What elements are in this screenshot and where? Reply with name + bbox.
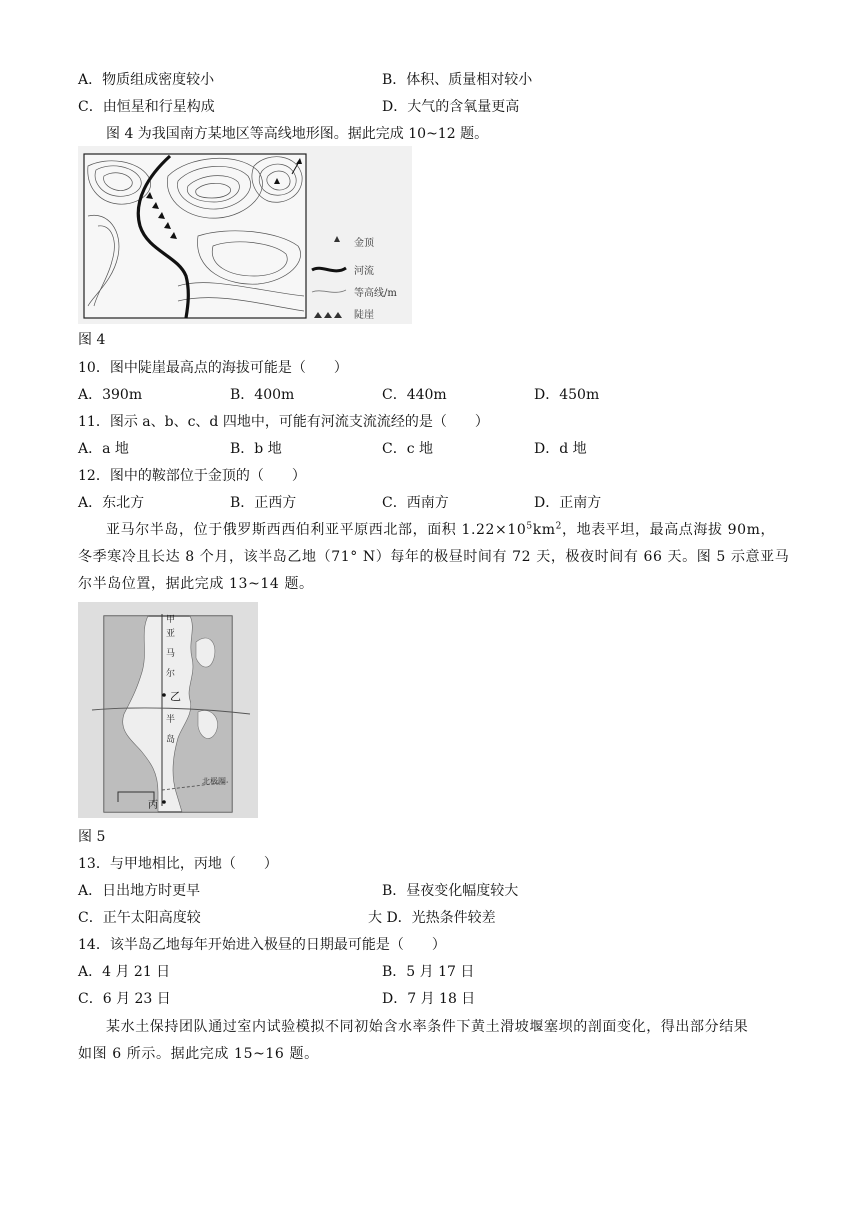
label-yi: 乙	[170, 690, 181, 703]
label-jia: 甲	[166, 615, 176, 625]
q12-stem: 12．图中的鞍部位于金顶的（ ）	[78, 468, 306, 484]
unit: km	[532, 522, 556, 538]
q10-option-d: D．450m	[534, 387, 600, 403]
legend-summit-label: 金顶	[354, 238, 374, 249]
fig5-intro-line1	[78, 517, 784, 544]
fig6-intro-line2: 如图 6 所示。据此完成 15~16 题。	[78, 1046, 319, 1062]
fig6-intro-line1: 某水土保持团队通过室内试验模拟不同初始含水率条件下黄土滑坡堰塞坝的剖面变化，得出部分结果	[106, 1019, 749, 1035]
q10-option-b: B．400m	[230, 387, 295, 403]
label-bing: 丙	[148, 800, 158, 811]
legend-cliff-label: 陡崖	[354, 310, 374, 321]
q13-option-c: C．正午太阳高度较	[78, 910, 201, 926]
q12-option-d: D．正南方	[534, 495, 602, 511]
fig4-caption: 图 4	[78, 332, 106, 348]
q9-option-d: D．大气的含氧量更高	[382, 99, 520, 115]
q13-stem: 13．与甲地相比，丙地（ ）	[78, 856, 278, 872]
fig5-intro-line2: 冬季寒冷且长达 8 个月，该半岛乙地（71° N）每年的极昼时间有 72 天，极夜时间有 66 天。图 5 示意亚马	[78, 549, 790, 565]
label-arctic-circle: 北极圈	[202, 777, 226, 786]
q10-option-c: C．440m	[382, 387, 447, 403]
fig6-intro-paragraph	[78, 1014, 784, 1068]
label-ban: 半	[166, 715, 176, 725]
q11-option-d: D．d 地	[534, 441, 587, 457]
fig5-peninsula-map	[78, 602, 258, 818]
fig5-intro-paragraph	[78, 517, 790, 598]
q13-option-b: B．昼夜变化幅度较大	[382, 883, 519, 899]
label-ma: 马	[166, 649, 176, 659]
q12-option-c: C．西南方	[382, 495, 449, 511]
fig4-contour-map	[78, 146, 412, 324]
q13-option-d: 大 D．光热条件较差	[368, 910, 496, 926]
label-ya: 亚	[166, 629, 176, 639]
fig5-caption: 图 5	[78, 829, 106, 845]
q14-stem: 14．该半岛乙地每年开始进入极昼的日期最可能是（ ）	[78, 937, 446, 953]
label-dao: 岛	[166, 735, 176, 745]
q14-option-a: A．4 月 21 日	[78, 964, 171, 980]
q11-stem: 11．图示 a、b、c、d 四地中，可能有河流支流流经的是（ ）	[78, 414, 489, 430]
q10-option-a: A．390m	[78, 387, 143, 403]
q11-option-c: C．c 地	[382, 441, 434, 457]
q11-option-a: A．a 地	[78, 441, 129, 457]
q14-option-b: B．5 月 17 日	[382, 964, 475, 980]
q11-option-b: B．b 地	[230, 441, 282, 457]
legend-contour-label: 等高线/m	[354, 288, 397, 299]
q13-option-a: A．日出地方时更早	[78, 883, 201, 899]
fig5-intro-text-cont: ，地表平坦，最高点海拔 90m，	[562, 522, 776, 538]
fig5-intro-line3: 尔半岛位置，据此完成 13~14 题。	[78, 576, 314, 592]
q9-option-c: C．由恒星和行星构成	[78, 99, 215, 115]
q12-option-a: A．东北方	[78, 495, 145, 511]
q9-option-b: B．体积、质量相对较小	[382, 72, 533, 88]
label-er: 尔	[166, 669, 176, 679]
fig4-intro: 图 4 为我国南方某地区等高线地形图。据此完成 10~12 题。	[106, 126, 489, 142]
unit-exponent: 2	[555, 521, 562, 532]
q12-option-b: B．正西方	[230, 495, 297, 511]
legend-river-label: 河流	[354, 266, 374, 277]
q9-option-a: A．物质组成密度较小	[78, 72, 215, 88]
fig5-intro-text: 亚马尔半岛，位于俄罗斯西西伯利亚平原西北部，面积 1.22×10	[106, 522, 527, 538]
exponent: 5	[526, 521, 533, 532]
q14-option-d: D．7 月 18 日	[382, 991, 476, 1007]
q14-option-c: C．6 月 23 日	[78, 991, 171, 1007]
q10-stem: 10．图中陡崖最高点的海拔可能是（ ）	[78, 360, 348, 376]
